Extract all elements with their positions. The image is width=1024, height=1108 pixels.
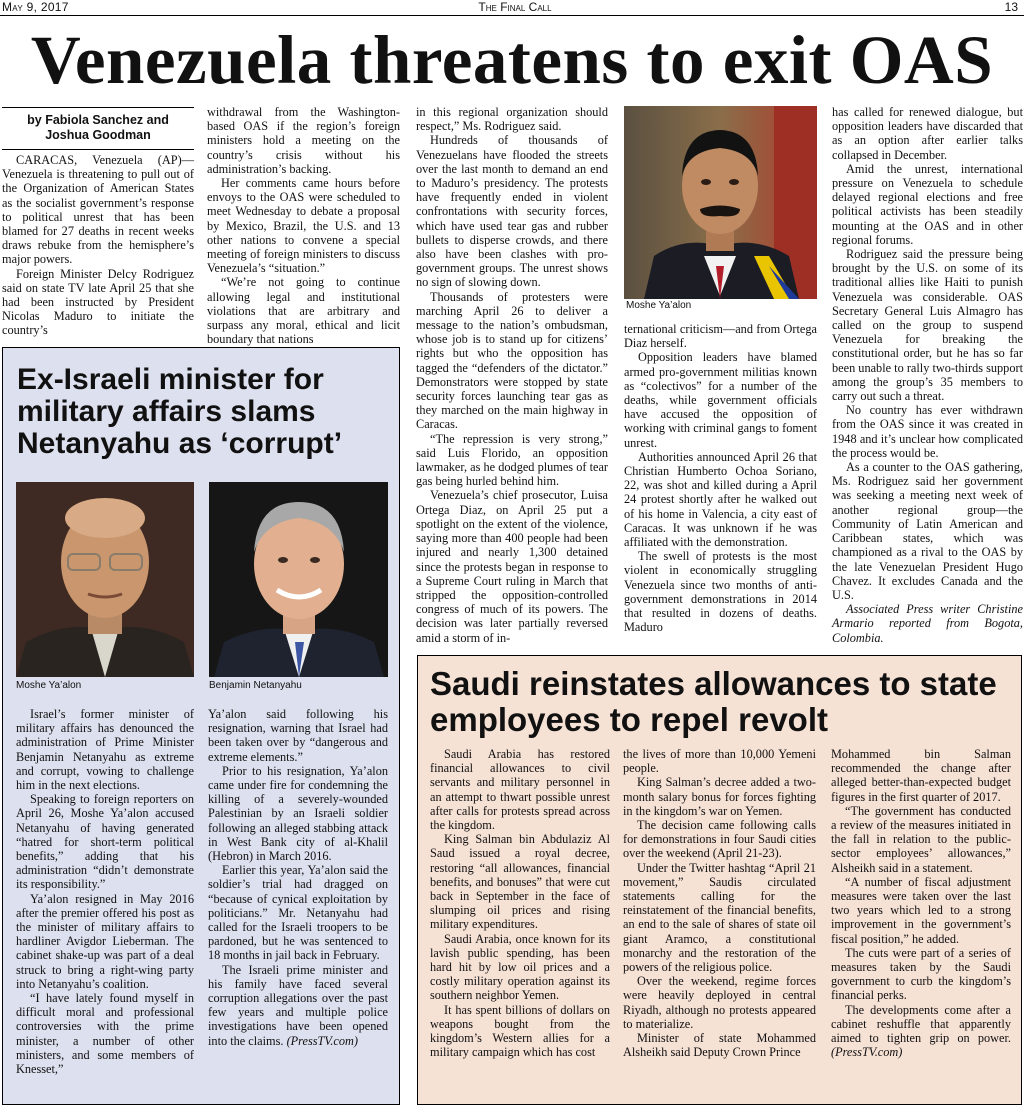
paragraph: the lives of more than 10,000 Yemeni people. bbox=[623, 747, 816, 776]
saudi-column-1 bbox=[430, 747, 610, 1099]
issue-date: May 9, 2017 bbox=[2, 0, 69, 14]
page-number: 13 bbox=[1004, 0, 1018, 14]
paragraph: No country has ever withdrawn from the OAS since it was created in 1948 and it’s unclear how complicated the process would be. bbox=[832, 403, 1023, 460]
paragraph: It has spent billions of dollars on weapons bought from the kingdom’s Western allies for a military campaign which has cost bbox=[430, 1002, 610, 1060]
paragraph: Foreign Minister Delcy Rodriguez said on state TV late April 25 that she had been instructed by President Nicolas Maduro to initiate the country’s bbox=[2, 266, 194, 338]
paragraph: Speaking to foreign reporters on April 26, Moshe Ya’alon accused Netanyahu of having generated “hatred for short-term political benefits,” adding that his administration “didn’t demonstrate its responsibility.” bbox=[16, 792, 194, 892]
paragraph: Earlier this year, Ya’alon said the soldier’s trial had dragged on “because of cynical exploitation by politicians.” Mr. Netanyahu had called for the Israeli troopers to be pardoned, but he was sentenced to 18 months in jail back in February. bbox=[208, 863, 388, 963]
story-credit: Associated Press writer Christine Armario reported from Bogota, Colombia. bbox=[832, 602, 1023, 645]
paragraph: King Salman’s decree added a two-month salary bonus for forces fighting in the kingdom’s war on Yemen. bbox=[623, 775, 816, 818]
paragraph: As a counter to the OAS gathering, Ms. Rodriguez said her government was seeking a meeting next week of another regional group—the Community of Latin American and Caribbean states, which was championed as a rival to the OAS by the late Venezuelan President Hugo Chavez. It excludes Canada and the U.S. bbox=[832, 460, 1023, 602]
paragraph: Rodriguez said the pressure being brought by the U.S. on some of its traditional allies like Haiti to punish Venezuela was considerable. OAS Secretary General Luis Almagro has called on the group to suspend Venezuela for breaking the constitutional order, but he has so far been unable to rally two-thirds support among the group’s 35 members to carry out such a threat. bbox=[832, 247, 1023, 404]
paragraph: Saudi Arabia, once known for its lavish public spending, has been hard hit by low oil prices and a costly military operation against its southern neighbor Yemen. bbox=[430, 931, 610, 1003]
paragraph: Thousands of protesters were marching April 26 to deliver a message to the nation’s ombudsman, whose job is to stand up for citizens’ rights but who the opposition has tagged the “defenders of the dictator.” Demonstrators were stopped by state security forces launching tear gas as they marched on the main highway in Caracas. bbox=[416, 289, 608, 432]
paragraph: Hundreds of thousands of Venezuelans have flooded the streets over the last month to demand an end to Maduro’s presidency. The protests have frequently ended in violent confrontations with security forces, which have used tear gas and rubber bullets to disperse crowds, and there also have been clashes with pro-government groups. The unrest shows no sign of slowing down. bbox=[416, 133, 608, 290]
paragraph: Amid the unrest, international pressure on Venezuela to schedule delayed regional elections and free political activists has been steadily mounting at the OAS and in other regional forums. bbox=[832, 161, 1023, 247]
israel-column-1 bbox=[16, 707, 194, 1101]
yaalon-photo bbox=[16, 482, 194, 677]
main-column-5 bbox=[832, 105, 1023, 645]
paragraph: Authorities announced April 26 that Christian Humberto Ochoa Soriano, 22, was shot and killed during a April 24 protest shortly after he walked out of his home in Valencia, a city east of Caracas. It was unknown if he was affiliated with the demonstration. bbox=[624, 449, 817, 550]
paragraph: The decision came following calls for demonstrations in four Saudi cities over the weekend (April 21-23). bbox=[623, 818, 816, 861]
paragraph: “The repression is very strong,” said Luis Florido, an opposition lawmaker, as he dodged plumes of tear gas being hurled behind him. bbox=[416, 431, 608, 489]
paragraph: ternational criticism—and from Ortega Diaz herself. bbox=[624, 322, 817, 351]
paragraph: Mohammed bin Salman recommended the change after alleged better-than-expected budget figures in the first quarter of 2017. bbox=[831, 747, 1011, 804]
byline-line-1: by Fabiola Sanchez and bbox=[27, 113, 169, 127]
paragraph: Ya’alon resigned in May 2016 after the premier offered his post as the minister of military affairs to hardliner Avigdor Lieberman. The cabinet shake-up was part of a deal struck to bring a right-wing party into Netanyahu’s coalition. bbox=[16, 891, 194, 991]
portrait-illustration bbox=[624, 106, 817, 299]
newspaper-name: The Final Call bbox=[478, 0, 552, 14]
paragraph: Over the weekend, regime forces were heavily deployed in central Riyadh, although no protests appeared to materialize. bbox=[623, 974, 816, 1031]
netanyahu-caption: Benjamin Netanyahu bbox=[209, 680, 302, 691]
paragraph: Saudi Arabia has restored financial allowances to civil servants and military personnel in an attempt to thwart possible unrest after calls for protests spread across the kingdom. bbox=[430, 747, 610, 833]
story-credit: (PressTV.com) bbox=[286, 1033, 358, 1048]
paragraph-text: The developments come after a cabinet reshuffle that apparently aimed to tighten grip on power. bbox=[831, 1002, 1011, 1046]
saudi-column-2 bbox=[623, 747, 816, 1099]
saudi-headline: Saudi reinstates allowances to state employees to repel revolt bbox=[430, 665, 997, 738]
paragraph: “We’re not going to continue allowing legal and institutional violations that are arbitrary and surpass any moral, ethical and licit boundary that nations bbox=[207, 275, 400, 347]
main-headline: Venezuela threatens to exit OAS bbox=[30, 22, 994, 98]
paragraph: “I have lately found myself in difficult moral and professional controversies with the prime minister, a number of other ministers, and some members of Knesset,” bbox=[16, 991, 194, 1077]
portrait-illustration bbox=[209, 482, 388, 677]
main-column-3 bbox=[416, 105, 608, 643]
israel-story-box bbox=[2, 347, 400, 1105]
yaalon-caption: Moshe Ya’alon bbox=[16, 680, 82, 691]
paragraph: Israel’s former minister of military affairs has denounced the administration of Prime Minister Benjamin Netanyahu as extreme and corrupt, vowing to challenge him in the next elections. bbox=[16, 707, 194, 793]
paragraph: Her comments came hours before envoys to the OAS were scheduled to meet Wednesday to debate a proposal by Mexico, Brazil, the U.S. and 13 other nations to convene a special meeting of foreign ministers to discuss Venezuela’s “situation.” bbox=[207, 176, 400, 276]
paragraph: “A number of fiscal adjustment measures were taken over the last two years which led to a strong improvement in the government’s fiscal position,” he added. bbox=[831, 874, 1011, 946]
masthead-rule bbox=[0, 15, 1024, 16]
paragraph: The cuts were part of a series of measures taken by the Saudi government to curb the kingdom’s financial perks. bbox=[831, 945, 1011, 1003]
paragraph: “The government has conducted a review of the measures initiated in the fall in relation to the public-sector employees’ allowances,” Alsheikh said in a statement. bbox=[831, 803, 1011, 875]
paragraph-text: The Israeli prime minister and his family have faced several corruption allegations over the past few years and multiple police investigations have been opened into the claims. bbox=[208, 962, 388, 1048]
paragraph bbox=[831, 1003, 1011, 1060]
paragraph: The swell of protests is the most violent in economically struggling Venezuela since two months of anti-government demonstrations in 2014 that resulted in dozens of deaths. Maduro bbox=[624, 549, 817, 635]
main-column-2 bbox=[207, 105, 400, 347]
paragraph: withdrawal from the Washington-based OAS if the region’s foreign ministers hold a meeting on the country’s crisis without his administration’s backing. bbox=[207, 105, 400, 176]
paragraph: in this regional organization should respect,” Ms. Rodriguez said. bbox=[416, 105, 608, 134]
israel-headline: Ex-Israeli minister for military affairs slams Netanyahu as ‘corrupt’ bbox=[17, 363, 343, 460]
maduro-caption: Moshe Ya’alon bbox=[626, 300, 692, 311]
byline-line-2: Joshua Goodman bbox=[45, 128, 151, 142]
main-column-1 bbox=[2, 153, 194, 338]
portrait-illustration bbox=[16, 482, 194, 677]
saudi-column-3 bbox=[831, 747, 1011, 1099]
paragraph: Minister of state Mohammed Alsheikh said Deputy Crown Prince bbox=[623, 1031, 816, 1060]
maduro-photo bbox=[624, 106, 817, 299]
paragraph: has called for renewed dialogue, but opposition leaders have discarded that as an option after earlier talks collapsed in December. bbox=[832, 105, 1023, 162]
paragraph: CARACAS, Venezuela (AP)— Venezuela is threatening to pull out of the Organization of American States as the socialist government’s response to political unrest that has been blamed for 27 deaths in recent weeks draws rebuke from the hemisphere’s major powers. bbox=[2, 153, 194, 267]
paragraph: Under the Twitter hashtag “April 21 movement,” Saudis circulated statements calling for the reinstatement of the financial benefits, an end to the sale of shares of state oil giant Aramco, a constitutional monarchy and the restoration of the powers of the religious police. bbox=[623, 860, 816, 975]
paragraph: Ya’alon said following his resignation, warning that Israel had been taken over by “dangerous and extreme elements.” bbox=[208, 707, 388, 764]
israel-column-2 bbox=[208, 707, 388, 1101]
saudi-story-box bbox=[417, 655, 1022, 1105]
paragraph bbox=[208, 963, 388, 1048]
paragraph: Prior to his resignation, Ya’alon came under fire for condemning the killing of a severely-wounded Palestinian by an Israeli soldier following an alleged stabbing attack in West Bank city of al-Khalil (Hebron) in March 2016. bbox=[208, 763, 388, 864]
paragraph: Venezuela’s chief prosecutor, Luisa Ortega Diaz, on April 25 put a spotlight on the extent of the violence, saying more than 400 people had been injured and nearly 1,300 detained since the protests began in response to a Supreme Court ruling in March that stripped the opposition-controlled congress of much of its powers. The decision was later partially reversed amid a storm of in- bbox=[416, 488, 608, 645]
byline bbox=[2, 107, 194, 150]
paragraph: King Salman bin Abdulaziz Al Saud issued a royal decree, restoring “all allowances, financial benefits, and bonuses” that were cut back in September in the face of slumping oil prices and rising military expenditures. bbox=[430, 832, 610, 932]
netanyahu-photo bbox=[209, 482, 388, 677]
main-column-4 bbox=[624, 322, 817, 642]
paragraph: Opposition leaders have blamed armed pro-government militias known as “colectivos” for a number of the deaths, while government officials have accused the opposition of working with criminal gangs to foment unrest. bbox=[624, 350, 817, 450]
story-credit: (PressTV.com) bbox=[831, 1045, 903, 1060]
